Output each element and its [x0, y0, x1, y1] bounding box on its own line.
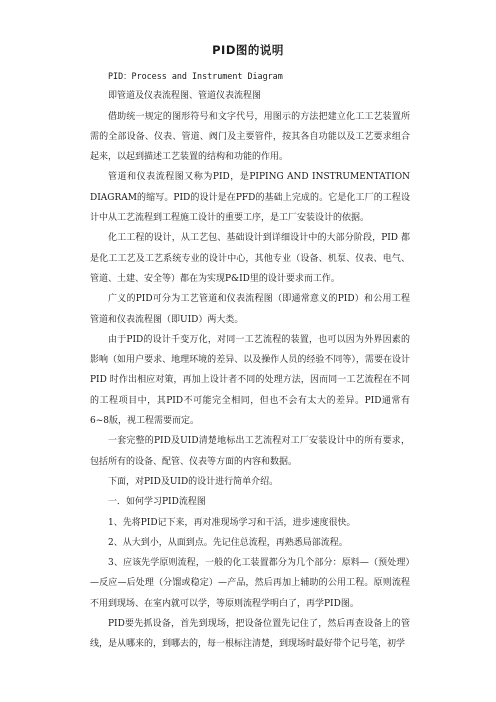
- paragraph-purpose: 借助统一规定的图形符号和文字代号，用图示的方法把建立化工工艺装置所需的全部设备、仪表、管道、阀门及主要管件，按其各自功能以及工艺要求组合起来，以起到描述工艺装置的结构和功能的作用。: [90, 111, 410, 163]
- paragraph-design-center: 化工工程的设计，从工艺包、基础设计到详细设计中的大部分阶段，PID 都是化工工艺及工艺系统专业的设计中心，其他专业（设备、机泵、仪表、电气、管道、土建、安全等）都在为实现P&ID里的设计要求而工作。: [90, 233, 410, 284]
- section-heading: 一．如何学习PID流程图: [108, 497, 206, 508]
- paragraph-variation: 由于PID的设计千变万化，对同一工艺流程的装置，也可以因为外界因素的影响（如用户要求、地理环境的差异、以及操作人员的经验不同等），需要在设计 PID 时作出相应对策，再加上设计者不同的处理方法，因而同一工艺流程在不同的工程项目中，其PID不可能完全相同，但也不会有太大的差异。PID通常有6~8版，视工程需要而定。: [90, 334, 410, 427]
- paragraph-equipment: PID要先抓设备，首先到现场，把设备位置先记住了，然后再查设备上的管线，是从哪来的，到哪去的，每一根标注清楚，到现场时最好带个记号笔，初学: [90, 619, 410, 650]
- list-item-2: 2、从大到小，从面到点。先记住总流程，再熟悉局部流程。: [108, 537, 348, 548]
- paragraph-abbreviation: 管道和仪表流程图又称为PID，是PIPING AND INSTRUMENTATION DIAGRAM的缩写。PID的设计是在PFD的基础上完成的。它是化工厂的工程设计中从工艺流程到工程施工设计的重要工序，是工厂安装设计的依据。: [90, 172, 410, 224]
- document-title: PID图的说明: [212, 43, 284, 57]
- paragraph-chinese-name: 即管道及仪表流程图、管道仪表流程图: [108, 91, 262, 102]
- paragraph-definition: PID：Process and Instrument Diagram: [108, 71, 283, 81]
- paragraph-complete-set: 一套完整的PID及UID清楚地标出工艺流程对工厂安装设计中的所有要求，包括所有的设备、配管、仪表等方面的内容和数据。: [90, 436, 410, 467]
- paragraph-categories: 广义的PID可分为工艺管道和仪表流程图（即通常意义的PID）和公用工程管道和仪表流程图（即UID）两大类。: [90, 294, 410, 325]
- list-item-3: 3、应该先学原则流程，一般的化工装置都分为几个部分：原料—（预处理）—反应—后处理（分馏或稳定）—产品，然后再加上辅助的公用工程。原则流程不用到现场、在室内就可以学，等原则流程学明白了，再学PID图。: [90, 558, 410, 609]
- paragraph-intro: 下面，对PID及UID的设计进行简单介绍。: [108, 476, 279, 487]
- document-body: [90, 66, 410, 655]
- list-item-1: 1、先将PID记下来，再对准现场学习和干活，进步速度很快。: [108, 517, 356, 528]
